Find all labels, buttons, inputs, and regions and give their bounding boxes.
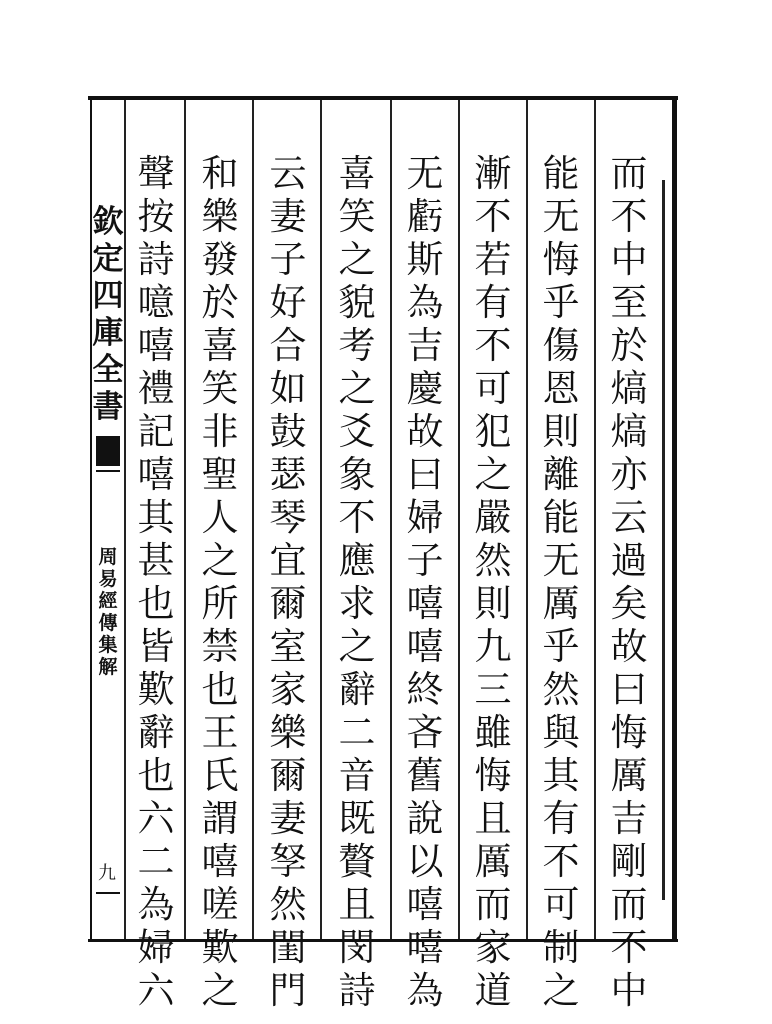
column-character: 噫: [137, 281, 175, 324]
fish-tail-rule: [96, 470, 120, 472]
column-character: 氏: [201, 754, 239, 797]
column-character: 子: [269, 238, 307, 281]
column-character: 爾: [269, 754, 307, 797]
column-character: 不: [474, 324, 512, 367]
column-character: 二: [338, 711, 376, 754]
center-column-banxin: [92, 100, 124, 939]
book-title-character: 解: [98, 656, 118, 678]
column-character: 嘻: [406, 926, 444, 969]
column-character: 也: [201, 668, 239, 711]
column-character: 吉: [610, 797, 648, 840]
column-character: 樂: [269, 711, 307, 754]
column-character: 之: [201, 969, 239, 1012]
column-character: 為: [137, 883, 175, 926]
column-character: 謂: [201, 797, 239, 840]
column-character: 无: [406, 152, 444, 195]
column-character: 然: [542, 668, 580, 711]
book-title-character: 易: [98, 568, 118, 590]
column-character: 六: [137, 969, 175, 1012]
banxin-bottom-rule: [96, 892, 120, 894]
column-character: 家: [269, 668, 307, 711]
banxin-title-character: 書: [92, 389, 124, 425]
column-character: 无: [542, 195, 580, 238]
column-character: 婦: [406, 496, 444, 539]
column-character: 門: [269, 969, 307, 1012]
column-character: 曰: [610, 668, 648, 711]
right-inner-rule: [662, 180, 665, 900]
column-character: 恩: [542, 367, 580, 410]
fish-tail-mark: [96, 436, 120, 466]
book-title-character: 經: [98, 590, 118, 612]
column-character: 禁: [201, 625, 239, 668]
column-character: 无: [542, 539, 580, 582]
banxin-book-title: [94, 546, 122, 678]
column-character: 不: [542, 840, 580, 883]
column-character: 孥: [269, 840, 307, 883]
column-character: 嘻: [137, 453, 175, 496]
column-character: 歎: [137, 668, 175, 711]
column-character: 過: [610, 539, 648, 582]
column-character: 之: [338, 238, 376, 281]
column-character: 如: [269, 367, 307, 410]
column-character: 云: [269, 152, 307, 195]
column-character: 悔: [610, 711, 648, 754]
column-character: 好: [269, 281, 307, 324]
column-character: 有: [474, 281, 512, 324]
book-title-character: 周: [98, 546, 118, 568]
column-character: 瑟: [269, 453, 307, 496]
column-divider: [526, 100, 528, 939]
column-character: 求: [338, 582, 376, 625]
column-character: 舊: [406, 754, 444, 797]
column-character: 故: [610, 625, 648, 668]
column-character: 不: [338, 496, 376, 539]
column-character: 道: [474, 969, 512, 1012]
column-character: 矣: [610, 582, 648, 625]
column-character: 笑: [201, 367, 239, 410]
right-border-rule: [672, 96, 677, 942]
column-character: 則: [474, 582, 512, 625]
column-character: 漸: [474, 152, 512, 195]
column-divider: [320, 100, 322, 939]
column-character: 然: [474, 539, 512, 582]
banxin-title-character: 定: [92, 241, 124, 277]
column-character: 喜: [338, 152, 376, 195]
column-character: 且: [474, 797, 512, 840]
column-character: 嘻: [406, 883, 444, 926]
column-character: 喜: [201, 324, 239, 367]
column-character: 歎: [201, 926, 239, 969]
column-character: 婦: [137, 926, 175, 969]
column-character: 考: [338, 324, 376, 367]
text-column-3: [463, 152, 523, 1012]
column-character: 厲: [610, 754, 648, 797]
column-character: 離: [542, 453, 580, 496]
column-character: 嘻: [201, 840, 239, 883]
banxin-title-character: 全: [92, 352, 124, 388]
column-character: 妻: [269, 797, 307, 840]
column-character: 二: [137, 840, 175, 883]
column-character: 九: [474, 625, 512, 668]
text-column-4: [395, 152, 455, 1012]
column-character: 所: [201, 582, 239, 625]
column-character: 犯: [474, 410, 512, 453]
column-character: 發: [201, 238, 239, 281]
column-character: 詩: [137, 238, 175, 281]
column-character: 合: [269, 324, 307, 367]
column-character: 也: [137, 582, 175, 625]
column-character: 甚: [137, 539, 175, 582]
column-character: 室: [269, 625, 307, 668]
column-character: 能: [542, 496, 580, 539]
column-character: 乎: [542, 625, 580, 668]
column-character: 閔: [338, 926, 376, 969]
column-character: 終: [406, 668, 444, 711]
column-character: 三: [474, 668, 512, 711]
column-character: 音: [338, 754, 376, 797]
column-character: 嚴: [474, 496, 512, 539]
banxin-title-character: 欽: [92, 204, 124, 240]
column-character: 中: [610, 969, 648, 1012]
column-character: 可: [542, 883, 580, 926]
column-character: 亦: [610, 453, 648, 496]
column-character: 人: [201, 496, 239, 539]
column-character: 悔: [542, 238, 580, 281]
column-character: 至: [610, 281, 648, 324]
column-character: 嘻: [137, 324, 175, 367]
column-character: 之: [542, 969, 580, 1012]
column-character: 傷: [542, 324, 580, 367]
column-divider: [458, 100, 460, 939]
column-character: 其: [542, 754, 580, 797]
column-character: 笑: [338, 195, 376, 238]
column-character: 皆: [137, 625, 175, 668]
text-column-7: [190, 152, 250, 1012]
column-character: 爾: [269, 582, 307, 625]
text-column-5: [327, 152, 387, 1012]
column-character: 王: [201, 711, 239, 754]
book-title-character: 傳: [98, 612, 118, 634]
column-character: 按: [137, 195, 175, 238]
column-character: 而: [610, 883, 648, 926]
banxin-title-character: 庫: [92, 315, 124, 351]
column-character: 乎: [542, 281, 580, 324]
column-character: 爻: [338, 410, 376, 453]
text-column-8: [126, 152, 186, 1012]
column-character: 贅: [338, 840, 376, 883]
column-character: 悔: [474, 754, 512, 797]
column-character: 其: [137, 496, 175, 539]
column-divider: [594, 100, 596, 939]
column-character: 云: [610, 496, 648, 539]
column-character: 之: [201, 539, 239, 582]
column-character: 若: [474, 238, 512, 281]
column-character: 斯: [406, 238, 444, 281]
column-character: 有: [542, 797, 580, 840]
column-character: 吝: [406, 711, 444, 754]
column-character: 家: [474, 926, 512, 969]
column-character: 可: [474, 367, 512, 410]
column-character: 禮: [137, 367, 175, 410]
column-character: 閨: [269, 926, 307, 969]
column-character: 聲: [137, 152, 175, 195]
top-border-rule: [88, 96, 678, 100]
column-character: 宜: [269, 539, 307, 582]
column-character: 辭: [137, 711, 175, 754]
column-character: 以: [406, 840, 444, 883]
column-character: 既: [338, 797, 376, 840]
column-character: 辭: [338, 668, 376, 711]
column-character: 應: [338, 539, 376, 582]
column-character: 說: [406, 797, 444, 840]
page-number: 九: [98, 863, 116, 884]
column-character: 能: [542, 152, 580, 195]
column-character: 厲: [542, 582, 580, 625]
column-divider: [252, 100, 254, 939]
column-character: 雖: [474, 711, 512, 754]
banxin-title-character: 四: [92, 278, 124, 314]
column-character: 妻: [269, 195, 307, 238]
column-character: 非: [201, 410, 239, 453]
text-column-6: [258, 152, 318, 1012]
column-character: 不: [474, 195, 512, 238]
column-character: 曰: [406, 453, 444, 496]
column-character: 中: [610, 238, 648, 281]
column-character: 然: [269, 883, 307, 926]
column-character: 剛: [610, 840, 648, 883]
column-character: 吉: [406, 324, 444, 367]
column-divider: [390, 100, 392, 939]
column-character: 聖: [201, 453, 239, 496]
column-character: 慶: [406, 367, 444, 410]
column-character: 不: [610, 926, 648, 969]
column-character: 記: [137, 410, 175, 453]
column-character: 鼓: [269, 410, 307, 453]
column-character: 不: [610, 195, 648, 238]
text-column-2: [531, 152, 591, 1012]
banxin-collection-title: [92, 204, 124, 426]
column-character: 且: [338, 883, 376, 926]
column-character: 與: [542, 711, 580, 754]
column-character: 之: [338, 367, 376, 410]
column-character: 熇: [610, 367, 648, 410]
column-character: 六: [137, 797, 175, 840]
column-character: 琴: [269, 496, 307, 539]
column-character: 而: [610, 152, 648, 195]
column-character: 之: [338, 625, 376, 668]
column-character: 之: [474, 453, 512, 496]
column-character: 貌: [338, 281, 376, 324]
column-character: 和: [201, 152, 239, 195]
column-character: 而: [474, 883, 512, 926]
column-character: 樂: [201, 195, 239, 238]
column-character: 嘻: [406, 625, 444, 668]
column-character: 熇: [610, 410, 648, 453]
column-character: 為: [406, 969, 444, 1012]
column-character: 嗟: [201, 883, 239, 926]
column-character: 也: [137, 754, 175, 797]
column-character: 故: [406, 410, 444, 453]
column-character: 子: [406, 539, 444, 582]
column-character: 嘻: [406, 582, 444, 625]
column-character: 象: [338, 453, 376, 496]
column-character: 厲: [474, 840, 512, 883]
column-character: 詩: [338, 969, 376, 1012]
column-character: 為: [406, 281, 444, 324]
column-character: 於: [610, 324, 648, 367]
column-character: 制: [542, 926, 580, 969]
text-column-1: [599, 152, 659, 1012]
book-title-character: 集: [98, 634, 118, 656]
column-character: 於: [201, 281, 239, 324]
column-character: 虧: [406, 195, 444, 238]
column-character: 則: [542, 410, 580, 453]
